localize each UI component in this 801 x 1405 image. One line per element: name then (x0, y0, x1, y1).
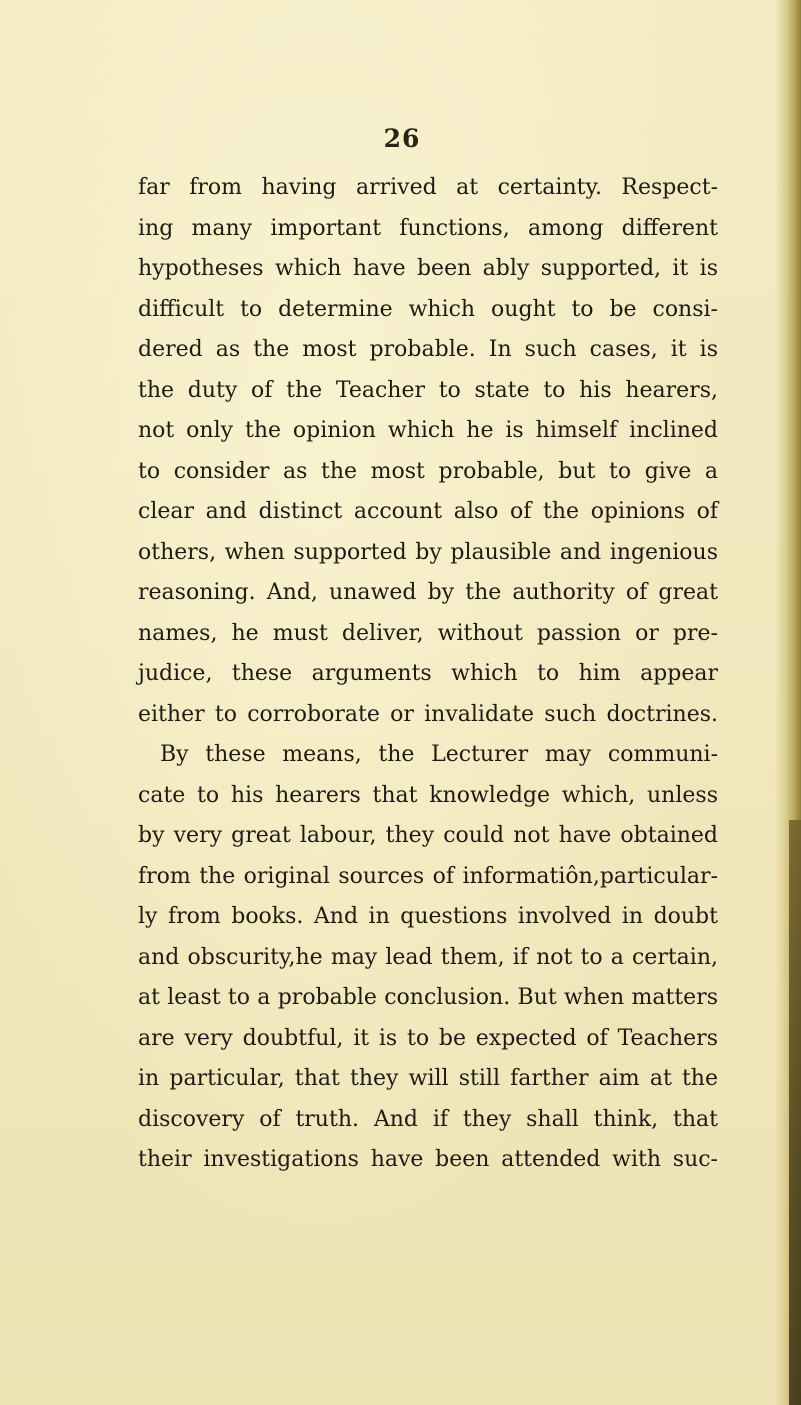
text-line-paragraph-start: By these means, the Lecturer may communi- (160, 742, 718, 767)
text-line: are very doubtful, it is to be expected of Teachers (138, 1025, 718, 1051)
text-line: reasoning. And, unawed by the authority of great (138, 580, 718, 605)
text-line: the duty of the Teacher to state to his hearers, (138, 377, 718, 403)
text-line: dered as the most probable. In such cases, it is (138, 337, 718, 362)
text-line: judice, these arguments which to him appear (138, 661, 718, 686)
text-line: cate to his hearers that knowledge which, unless (138, 782, 718, 808)
text-line: their investigations have been attended with suc- (138, 1147, 718, 1172)
text-line: from the original sources of informatiôn,particular- (138, 863, 718, 889)
text-line: clear and distinct account also of the opinions of (138, 499, 718, 524)
text-line: names, he must deliver, without passion or pre- (138, 620, 718, 646)
text-line: and obscurity,he may lead them, if not to a certain, (138, 944, 718, 970)
text-line: ly from books. And in questions involved in doubt (138, 904, 718, 929)
text-line: at least to a probable conclusion. But when matters (138, 985, 718, 1010)
text-line: not only the opinion which he is himself inclined (138, 418, 718, 443)
text-line: far from having arrived at certainty. Respect- (138, 175, 718, 200)
text-line: hypotheses which have been ably supported, it is (138, 256, 718, 281)
text-line: difficult to determine which ought to be consi- (138, 296, 718, 322)
text-line: others, when supported by plausible and ingenious (138, 539, 718, 565)
text-line: either to corroborate or invalidate such doctrines. (138, 701, 718, 727)
text-line: discovery of truth. And if they shall think, that (138, 1106, 718, 1132)
page-binding-edge (789, 820, 801, 1405)
page-number: 26 (383, 124, 421, 153)
text-line: in particular, that they will still farther aim at the (138, 1066, 718, 1091)
text-line: to consider as the most probable, but to give a (138, 458, 718, 484)
text-line: ing many important functions, among different (138, 215, 718, 241)
text-line: by very great labour, they could not have obtained (138, 823, 718, 848)
body-text (138, 168, 718, 1181)
